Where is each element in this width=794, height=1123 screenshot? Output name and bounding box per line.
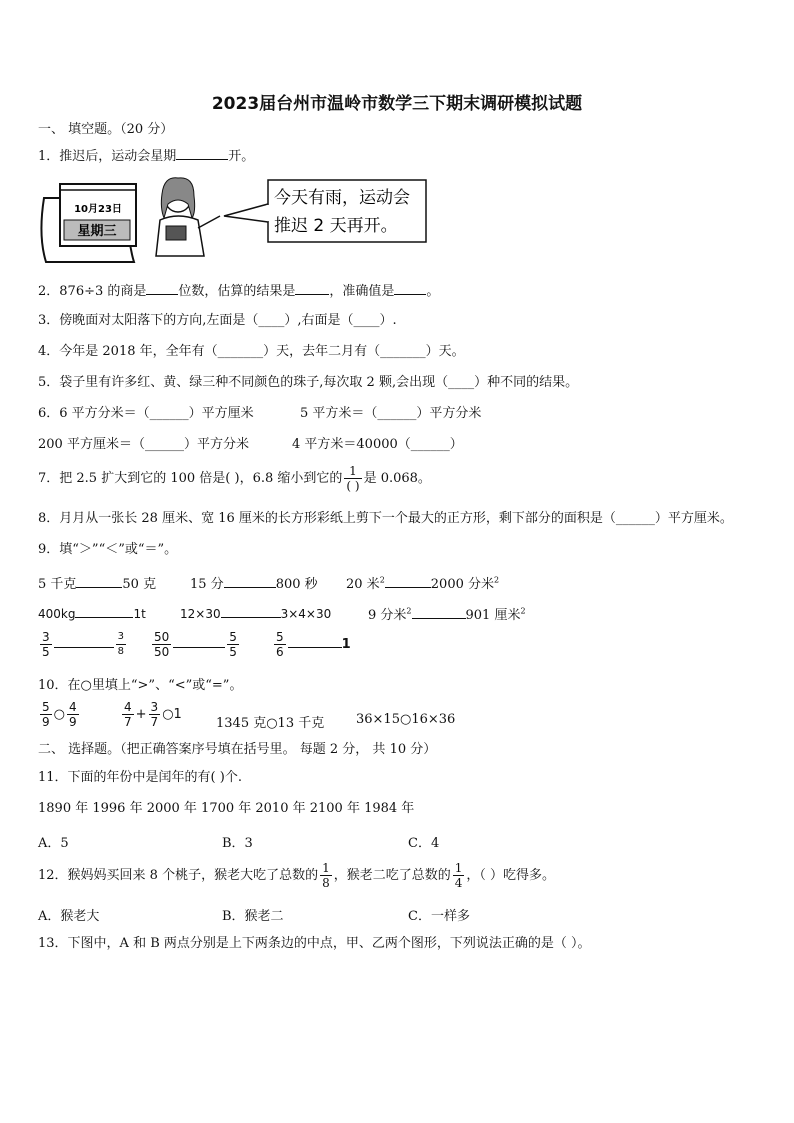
- q9-r2-item-3: 9 分米$^2$ 901 厘米$^2$: [368, 606, 526, 623]
- question-3: 3．傍晚面对太阳落下的方向,左面是（____）,右面是（____）.: [38, 313, 397, 328]
- q6-item-b: 5 平方米＝（______）平方分米: [300, 406, 482, 421]
- question-6-row-1b: [300, 406, 481, 422]
- calendar-icon: [41, 184, 136, 262]
- question-6-row-2: [38, 437, 249, 453]
- q10-item-c: 1345 克○13 千克: [216, 716, 325, 731]
- q6-item-d: 4 平方米＝40000（______）: [292, 437, 463, 452]
- q11-option-b[interactable]: B．3: [222, 836, 253, 851]
- q9-r2-item-2: 12×30 3×4×30: [180, 607, 332, 621]
- q9-r1-item-2: 15 分 800 秒: [190, 577, 318, 592]
- q12-option-a[interactable]: A．猴老大: [38, 909, 100, 924]
- calendar-teacher-illustration: [38, 176, 428, 268]
- bubble-line-2: 推迟 2 天再开。: [274, 216, 398, 236]
- question-4: 4．今年是 2018 年，全年有（_______）天，去年二月有（_______）天。: [38, 344, 465, 359]
- q6-item-a: 6．6 平方分米＝（______）平方厘米: [38, 406, 254, 421]
- question-6-row-2b: [292, 437, 463, 453]
- question-11: 11．下面的年份中是闰年的有( )个.: [38, 770, 242, 785]
- q2-text-b: 位数，估算的结果是: [178, 284, 296, 299]
- q9-r3-item-3: $\frac{5}{6}$ 1: [276, 630, 351, 659]
- question-2: [38, 282, 439, 300]
- q11-option-c[interactable]: C．4: [408, 836, 440, 851]
- q1-text-b: 开。: [228, 149, 255, 164]
- q9-r3-item-1: $\frac{3}{5}$ $\frac{3}{8}$: [42, 630, 125, 659]
- question-8: 8．月月从一张长 28 厘米、宽 16 厘米的长方形彩纸上剪下一个最大的正方形，剩下部分的面积是（______）平方厘米。: [38, 511, 733, 526]
- q10-item-d: 36×15○16×36: [356, 712, 456, 727]
- q12-option-b[interactable]: B．猴老二: [222, 909, 284, 924]
- question-6-row-1: [38, 406, 254, 422]
- q11-option-a[interactable]: A．5: [38, 836, 69, 851]
- q7-fraction: $\frac{1}{( )}$: [346, 464, 360, 493]
- q11-years: 1890 年 1996 年 2000 年 1700 年 2010 年 2100 年 1984 年: [38, 801, 415, 816]
- q9-r1-item-1: 5 千克 50 克: [38, 577, 157, 592]
- question-9-heading: 9．填“＞”“＜”或“＝”。: [38, 542, 178, 557]
- q12-fraction-1: $\frac{1}{8}$: [322, 861, 330, 890]
- section2-heading: 二、 选择题。（把正确答案序号填在括号里。 每题 2 分， 共 10 分）: [38, 742, 437, 757]
- q12-fraction-2: $\frac{1}{4}$: [454, 861, 463, 890]
- q7-text-b: 是 0.068。: [363, 471, 431, 486]
- q2-blank-1[interactable]: [146, 282, 178, 295]
- question-12: 12．猴妈妈买回来 8 个桃子，猴老大吃了总数的 $\frac{1}{8}$ ，猴老二吃了总数的 $\frac{1}{4}$ ，（ ）吃得多。: [38, 861, 556, 890]
- q6-item-c: 200 平方厘米＝（______）平方分米: [38, 437, 249, 452]
- question-10-heading: 10．在○里填上“>”、“<”或“=”。: [38, 678, 243, 693]
- q9-r3-item-2: $\frac{50}{50}$ $\frac{5}{5}$: [154, 630, 237, 659]
- question-5: 5．袋子里有许多红、黄、绿三种不同颜色的珠子,每次取 2 颗,会出现（____）种不同的结果。: [38, 375, 579, 390]
- q2-blank-2[interactable]: [295, 282, 329, 295]
- question-1: [38, 147, 254, 165]
- q1-blank[interactable]: [176, 147, 228, 160]
- q2-text-c: ，准确值是: [329, 284, 395, 299]
- q1-text-a: 1．推迟后，运动会星期: [38, 149, 177, 164]
- calendar-date: 10月23日: [74, 204, 122, 215]
- page-title: 2023届台州市温岭市数学三下期末调研模拟试题: [211, 94, 583, 114]
- q12-option-c[interactable]: C．一样多: [408, 909, 470, 924]
- speech-bubble: [224, 180, 426, 242]
- question-7: [38, 464, 431, 494]
- q7-text-a: 7．把 2.5 扩大到它的 100 倍是( )，6.8 缩小到它的: [38, 471, 343, 486]
- q2-text-a: 2．876÷3 的商是: [38, 284, 147, 299]
- teacher-icon: [156, 178, 220, 256]
- q10-item-b: $\frac{4}{7}$ + $\frac{3}{7}$ ○1: [124, 700, 182, 729]
- q2-blank-3[interactable]: [394, 282, 426, 295]
- q2-text-d: 。: [426, 284, 440, 299]
- q10-item-a: $\frac{5}{9}$ ○ $\frac{4}{9}$: [42, 700, 77, 729]
- calendar-day: 星期三: [77, 224, 117, 239]
- question-13: 13．下图中，A 和 B 两点分别是上下两条边的中点，甲、乙两个图形，下列说法正确的是（ ）。: [38, 936, 591, 951]
- section1-heading: 一、 填空题。（20 分）: [38, 122, 174, 137]
- bubble-line-1: 今天有雨，运动会: [274, 188, 410, 208]
- q9-r1-item-3: 20 米$^2$ 2000 分米$^2$: [346, 575, 500, 592]
- q9-r2-item-1: 400kg 1t: [38, 607, 146, 621]
